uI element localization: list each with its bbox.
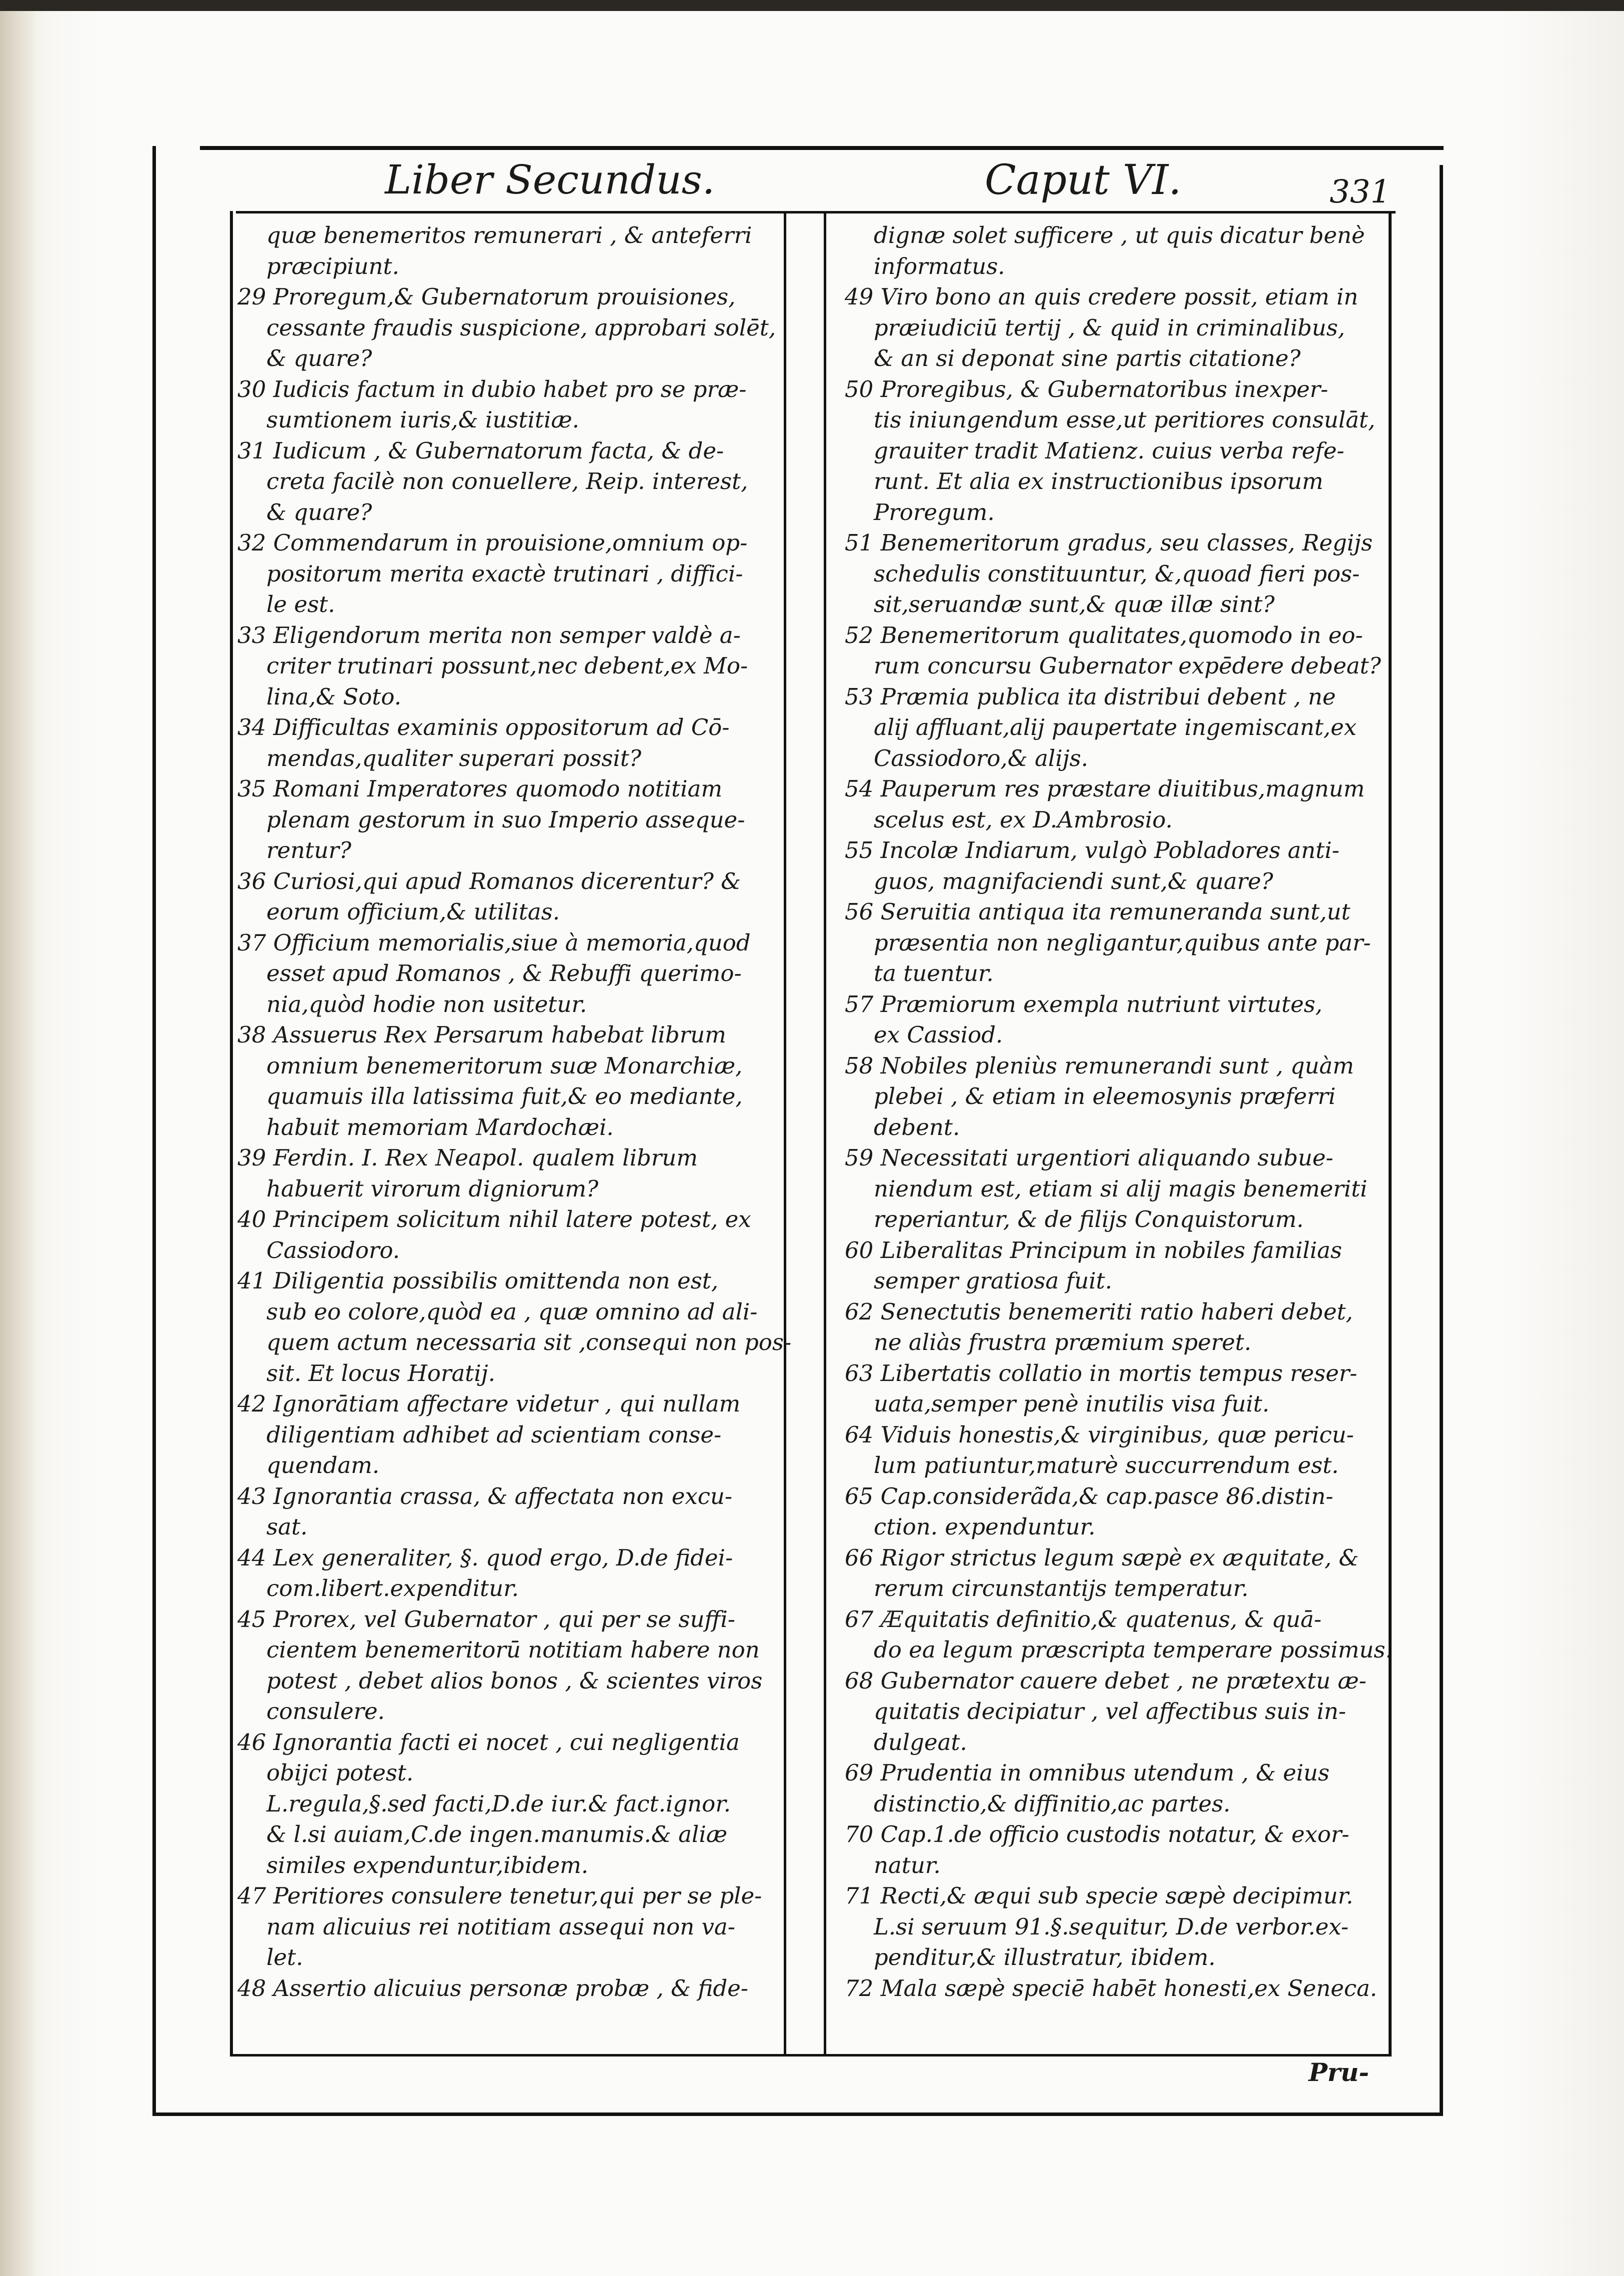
index-entry: 43 Ignorantia crassa, & affectata non excu- sat. (237, 1482, 733, 1540)
index-entry: 54 Pauperum res præstare diuitibus,magnum scelus est, ex D.Ambrosio. (845, 776, 1365, 833)
index-entry: 50 Proregibus, & Gubernatoribus inexper- tis iniungendum esse,ut peritiores consulāt, grauiter tradit Matienz. cuius verba refe- runt. Et alia ex instructionibus ipsorum Proregum. (845, 376, 1376, 526)
index-entry: 37 Officium memorialis,siue à memoria,quod esset apud Romanos , & Rebuffi querimo- nia,quòd hodie non usitetur. (237, 929, 751, 1018)
index-entry: 30 Iudicis factum in dubio habet pro se præ- sumtionem iuris,& iustitiæ. (237, 376, 747, 433)
index-entry: 45 Prorex, vel Gubernator , qui per se suffi- cientem benemeritorū notitiam habere non potest , debet alios bonos , & scientes viros consulere. (237, 1606, 763, 1724)
frame-outer-left-rule (152, 146, 156, 2116)
index-entry: 36 Curiosi,qui apud Romanos dicerentur? & eorum officium,& utilitas. (237, 868, 741, 925)
catchword: Pru- (1309, 2058, 1370, 2087)
index-entry: quæ benemeritos remunerari , & anteferri præcipiunt. (266, 222, 752, 280)
page-number: 331 (1330, 174, 1391, 210)
index-entry: 39 Ferdin. I. Rex Neapol. qualem librum habuerit virorum digniorum? (237, 1144, 698, 1202)
index-entry: 38 Assuerus Rex Persarum habebat librum omnium benemeritorum suæ Monarchiæ, quamuis illa latissima fuit,& eo mediante, habuit memoriam Mardochæi. (237, 1022, 743, 1140)
index-entry: 29 Proregum,& Gubernatorum prouisiones, cessante fraudis suspicione, approbari solēt, & quare? (237, 284, 776, 372)
frame-outer-right-rule (1440, 165, 1443, 2112)
frame-inner-bottom-rule (230, 2054, 1392, 2056)
page-gutter-shadow (0, 11, 33, 2276)
index-entry: 46 Ignorantia facti ei nocet , cui negligentia obijci potest. (237, 1728, 740, 1786)
index-entry: 62 Senectutis benemeriti ratio haberi debet, ne aliàs frustra præmium speret. (845, 1298, 1353, 1356)
column-divider-right (824, 211, 826, 2056)
index-entry: 52 Benemeritorum qualitates,quomodo in eo- rum concursu Gubernator expēdere debeat? (845, 622, 1381, 679)
running-head-chapter: Caput VI. (985, 156, 1182, 204)
index-entry: 32 Commendarum in prouisione,omnium op- positorum merita exactè trutinari , diffici- le est. (237, 530, 748, 618)
index-entry: dignæ solet sufficere , ut quis dicatur benè informatus. (874, 222, 1365, 280)
scan-top-edge (0, 0, 1624, 11)
index-entry: 34 Difficultas examinis oppositorum ad Cō- mendas,qualiter superari possit? (237, 714, 730, 772)
index-entry: 44 Lex generaliter, §. quod ergo, D.de fidei- com.libert.expenditur. (237, 1544, 733, 1602)
index-entry: 31 Iudicum , & Gubernatorum facta, & de- creta facilè non conuellere, Reip. interest, & quare? (237, 437, 748, 526)
index-column-left (237, 220, 792, 2004)
running-head-book: Liber Secundus. (385, 156, 715, 203)
index-entry: 47 Peritiores consulere tenetur,qui per se ple- nam alicuius rei notitiam assequi non va- let. (237, 1882, 762, 1970)
index-entry: 68 Gubernator cauere debet , ne prætextu æ- quitatis decipiatur , vel affectibus suis in- dulgeat. (845, 1667, 1367, 1756)
index-entry: 33 Eligendorum merita non semper valdè a- criter trutinari possunt,nec debent,ex Mo- lina,& Soto. (237, 622, 748, 710)
index-entry: 69 Prudentia in omnibus utendum , & eius distinctio,& diffinitio,ac partes. (845, 1760, 1330, 1817)
index-entry: 67 Æquitatis definitio,& quatenus, & quā- do ea legum præscripta temperare possimus. (845, 1606, 1393, 1663)
index-entry: 66 Rigor strictus legum sæpè ex æquitate, & rerum circunstantijs temperatur. (845, 1544, 1359, 1602)
index-entry: 56 Seruitia antiqua ita remuneranda sunt,ut præsentia non negligantur,quibus ante par- ta tuentur. (845, 898, 1371, 986)
index-entry: 48 Assertio alicuius personæ probæ , & fide- (237, 1974, 748, 2002)
running-head (0, 150, 1624, 210)
index-entry: 57 Præmiorum exempla nutriunt virtutes, ex Cassiod. (845, 990, 1323, 1048)
index-entry: 41 Diligentia possibilis omittenda non est, sub eo colore,quòd ea , quæ omnino ad ali- quem actum necessaria sit ,consequi non pos- sit. Et locus Horatij. (237, 1268, 792, 1386)
index-entry: 58 Nobiles pleniùs remunerandi sunt , quàm plebei , & etiam in eleemosynis præferri debent. (845, 1052, 1354, 1140)
index-entry: 51 Benemeritorum gradus, seu classes, Regijs schedulis constituuntur, &,quoad fieri pos- sit,seruandæ sunt,& quæ illæ sint? (845, 530, 1373, 618)
index-entry: 49 Viro bono an quis credere possit, etiam in præiudiciū tertij , & quid in criminalibus, & an si deponat sine partis citatione? (845, 284, 1359, 372)
index-entry: 71 Recti,& æqui sub specie sæpè decipimur. (845, 1882, 1354, 1909)
index-entry: 65 Cap.considerãda,& cap.pasce 86.distin- ction. expenduntur. (845, 1482, 1334, 1540)
frame-head-rule (236, 211, 1396, 214)
index-entry: 55 Incolæ Indiarum, vulgò Pobladores anti- guos, magnifaciendi sunt,& quare? (845, 837, 1340, 894)
index-column-right (845, 220, 1395, 2004)
index-entry: 53 Præmia publica ita distribui debent , ne alij affluant,alij paupertate ingemiscant,ex Cassiodoro,& alijs. (845, 683, 1357, 772)
frame-inner-left-rule (230, 211, 233, 2056)
index-entry: 42 Ignorātiam affectare videtur , qui nullam diligentiam adhibet ad scientiam conse- quendam. (237, 1390, 741, 1478)
index-entry: 72 Mala sæpè speciē habēt honesti,ex Seneca. (845, 1974, 1378, 2002)
index-entry: 35 Romani Imperatores quomodo notitiam plenam gestorum in suo Imperio asseque- rentur? (237, 776, 745, 864)
index-entry: 63 Libertatis collatio in mortis tempus reser- uata,semper penè inutilis visa fuit. (845, 1360, 1358, 1417)
frame-bottom-rule (152, 2112, 1443, 2116)
index-entry: 64 Viduis honestis,& virginibus, quæ pericu- lum patiuntur,maturè succurrendum est. (845, 1421, 1354, 1478)
frame-top-rule (200, 146, 1444, 150)
index-entry: 40 Principem solicitum nihil latere potest, ex Cassiodoro. (237, 1206, 751, 1264)
index-entry: L.si seruum 91.§.sequitur, D.de verbor.ex- penditur,& illustratur, ibidem. (874, 1913, 1349, 1970)
index-entry: L.regula,§.sed facti,D.de iur.& fact.ignor. & l.si auiam,C.de ingen.manumis.& aliæ similes expenduntur,ibidem. (266, 1790, 731, 1878)
index-entry: 70 Cap.1.de officio custodis notatur, & exor- natur. (845, 1821, 1350, 1878)
index-entry: 59 Necessitati urgentiori aliquando subue- niendum est, etiam si alij magis benemeriti reperiantur, & de filijs Conquistorum. (845, 1144, 1368, 1232)
index-entry: 60 Liberalitas Principum in nobiles familias semper gratiosa fuit. (845, 1236, 1342, 1294)
